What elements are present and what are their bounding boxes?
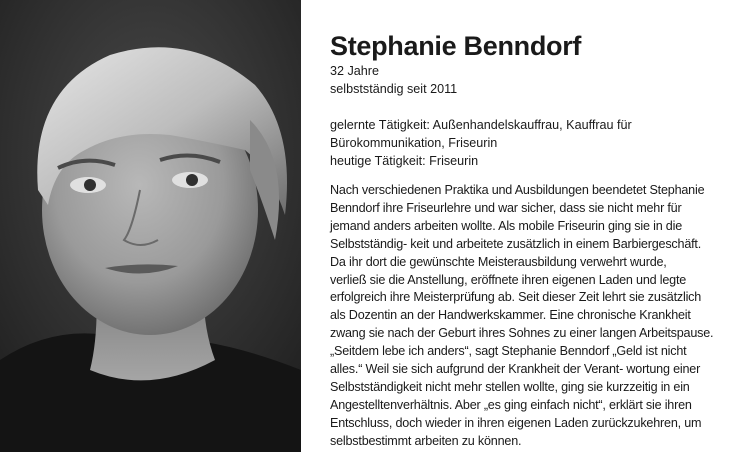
bio-line: „Seitdem lebe ich anders“, sagt Stephanie Benndorf „Geld ist nicht (330, 344, 687, 359)
self-employed-since: selbstständig seit 2011 (330, 82, 458, 96)
bio-line: Selbstständig- keit und arbeitete zusätzlich in einem Barbiergeschäft. (330, 236, 702, 251)
bio-line: verließ sie die Anstellung, eröffnete ihren eigenen Laden und legte (330, 272, 687, 287)
portrait-photo (0, 0, 301, 452)
portrait-illustration (0, 0, 301, 452)
bio-line: als Dozentin an der Handwerkskammer. Eine chronische Krankheit (330, 308, 691, 323)
bio-line: Entschluss, doch wieder in ihren eigenen Laden zurückzukehren, um (330, 415, 702, 430)
bio-line: Angestelltenverhältnis. Aber „es ging einfach nicht“, erklärt sie ihren (330, 397, 692, 412)
profile-text (330, 30, 740, 451)
bio-line: Nach verschiedenen Praktika und Ausbildungen beendetet Stephanie (330, 183, 705, 197)
bio-line: jemand anders arbeiten wollte. Als mobile Friseurin ging sie in die (330, 218, 683, 233)
trained-occupation-line-1: gelernte Tätigkeit: Außenhandelskauffrau, Kauffrau für (330, 118, 632, 132)
bio-line: Benndorf ihre Friseurlehre und war sicher, dass sie nicht mehr für (330, 200, 682, 215)
bio-line: alles.“ Weil sie sich aufgrund der Krankheit der Verant- wortung einer (330, 362, 701, 377)
current-occupation: heutige Tätigkeit: Friseurin (330, 154, 479, 168)
bio-line: erfolgreich ihre Meisterprüfung ab. Seit dieser Zeit lehrt sie zusätzlich (330, 290, 702, 305)
trained-occupation-line-2: Bürokommunikation, Friseurin (330, 136, 498, 150)
person-name: Stephanie Benndorf (330, 31, 582, 61)
biography (330, 182, 740, 451)
bio-line: Da ihr dort die gewünschte Meisterausbildung verwehrt wurde, (330, 254, 667, 269)
bio-line: zwang sie nach der Geburt ihres Sohnes zu einer langen Arbeitspause. (330, 326, 714, 341)
age: 32 Jahre (330, 64, 380, 78)
bio-line: selbstbestimmt arbeiten zu können. (330, 433, 522, 448)
bio-line: Selbstständigkeit nicht mehr stellen wollte, ging sie kurzzeitig in ein (330, 379, 690, 394)
